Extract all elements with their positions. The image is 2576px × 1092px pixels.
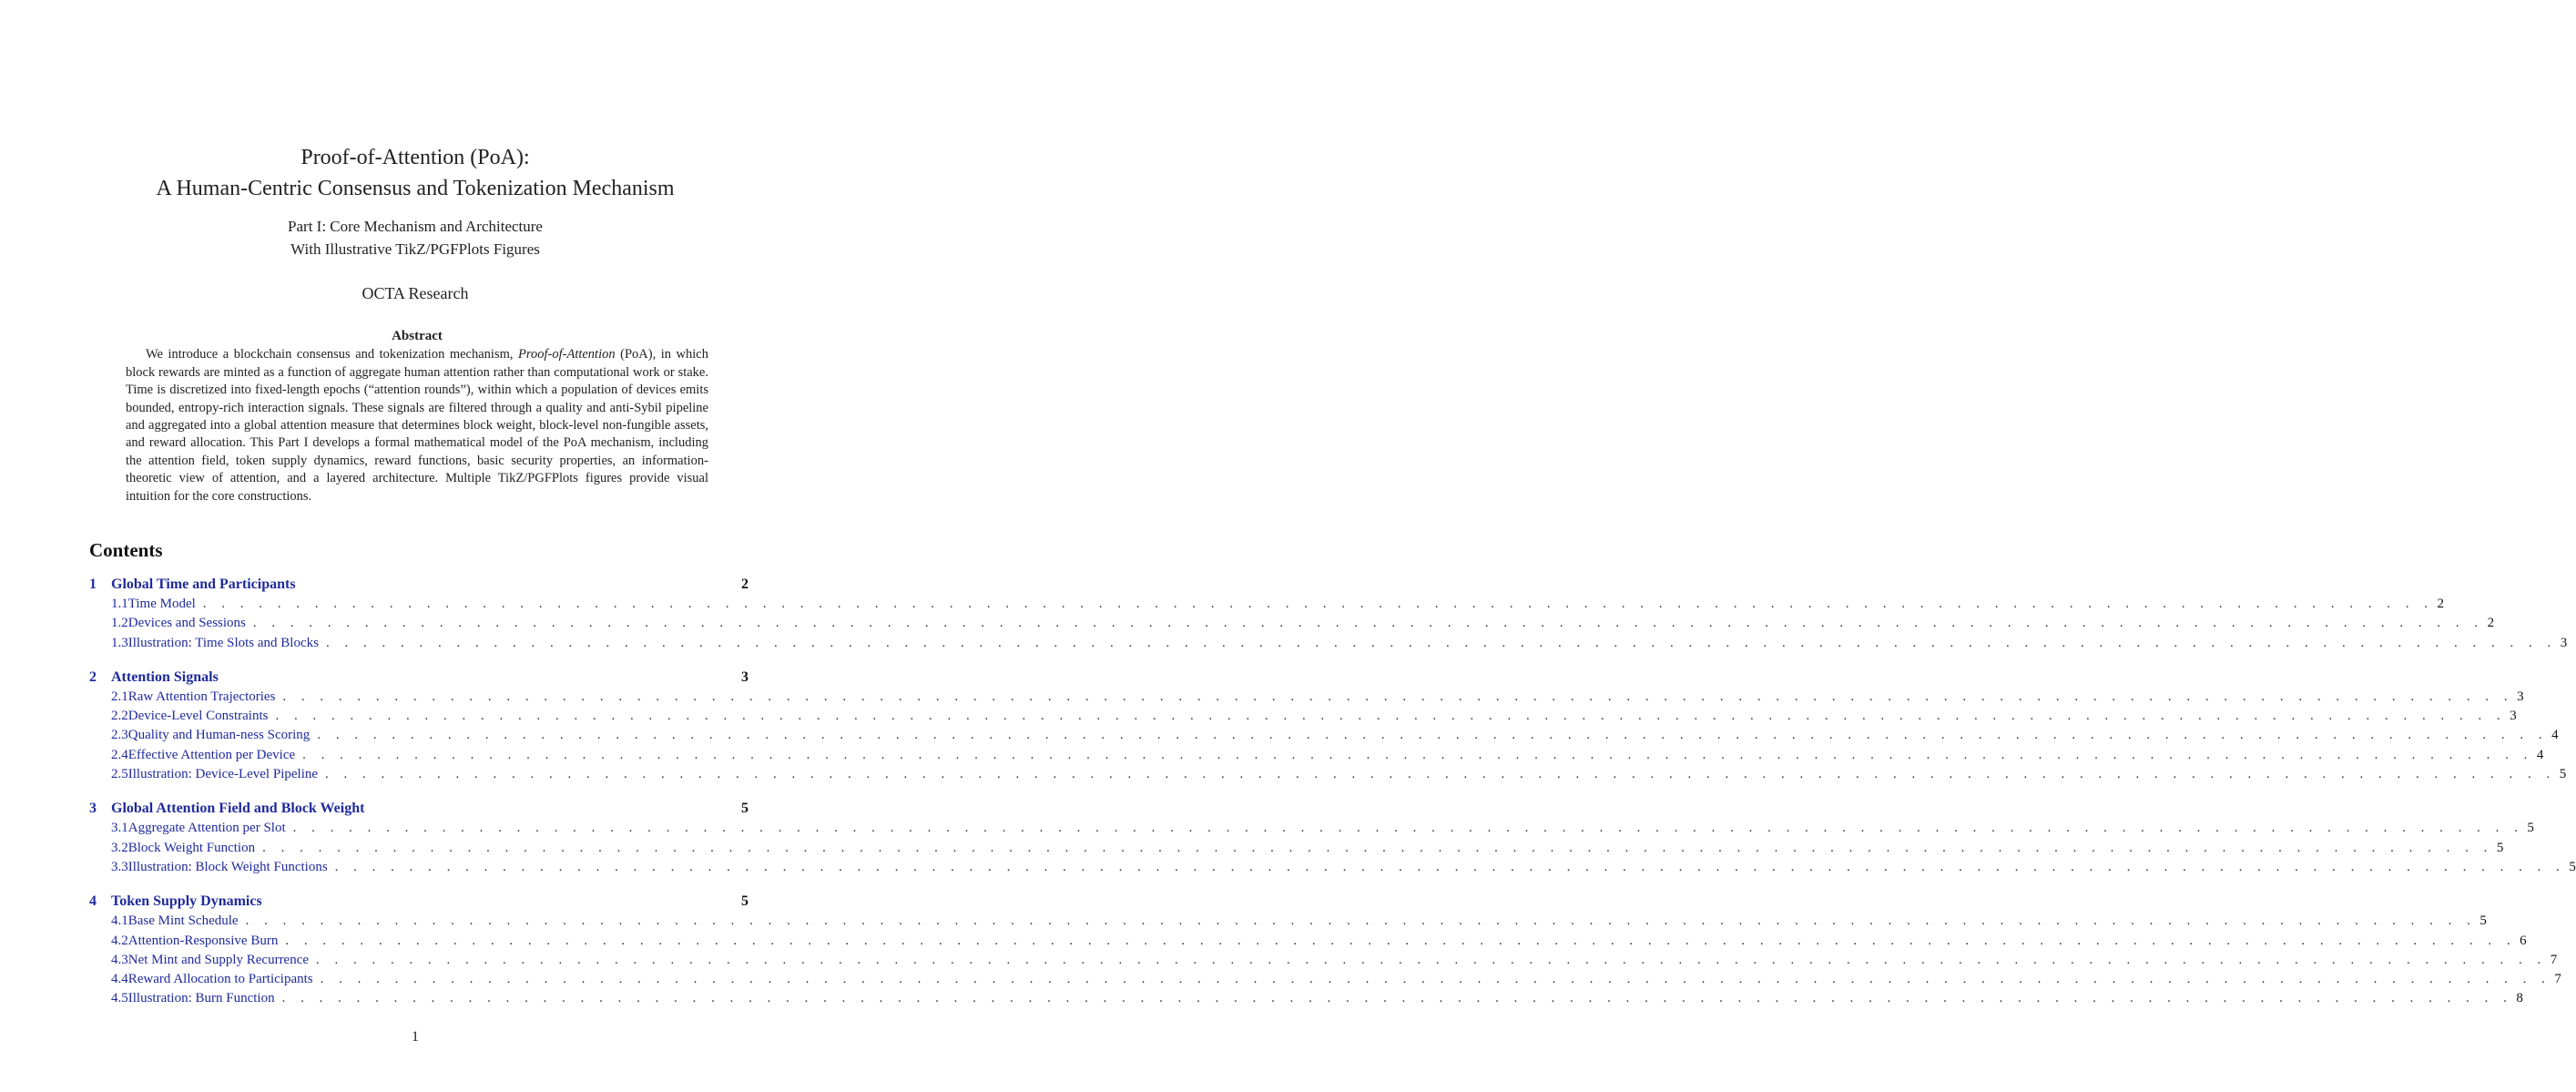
toc-subsection-title[interactable]: Block Weight Function bbox=[127, 840, 256, 855]
toc-subsection-entry[interactable] bbox=[89, 913, 2487, 933]
abstract-text-after: (PoA), in which block rewards are minted as a function of aggregate human attention rather than computational work or stake. Time is discretized into fixed-length epochs (“attention rounds”), within which a population of devices emits bounded, entropy-rich interaction signals. These signals are filtered through a quality and anti-Sybil pipeline and aggregated into a global attention measure that determines block weight, block-level non-fungible assets, and reward allocation. This Part I develops a formal mathematical model of the PoA mechanism, including the attention field, token supply dynamics, reward functions, basic security properties, an information-theoretic view of attention, and a layered architecture. Multiple TikZ/PGFPlots figures provide visual intuition for the core constructions. bbox=[126, 347, 708, 504]
toc-section-number: 4 bbox=[89, 893, 97, 910]
toc-section-entry[interactable] bbox=[89, 577, 748, 597]
toc-dot-leader: . . . . . . . . . . . . . . . . . . . . . . . . . . . . . . . . . . . . . . . . . . . . . . . . . . . . . . . . . . . . . . . . . . . . . . . . . . . . . . . . . . . . . . . . . . . . . . . . . . . . . . . . . . . . . . . . . . . . . . . . bbox=[302, 747, 2533, 762]
toc-subsection-entry[interactable] bbox=[89, 972, 2561, 991]
toc-dot-leader: . . . . . . . . . . . . . . . . . . . . . . . . . . . . . . . . . . . . . . . . . . . . . . . . . . . . . . . . . . . . . . . . . . . . . . . . . . . . . . . . . . . . . . . . . . . . . . . . . . . . . . . . . . . . . . . . . . . . . . . . bbox=[320, 972, 2551, 987]
toc-subsection-number: 4.4 bbox=[111, 972, 128, 987]
toc-subsection-entry[interactable] bbox=[89, 952, 2558, 972]
table-of-contents bbox=[89, 577, 2576, 1011]
toc-subsection-page: 3 bbox=[2510, 709, 2517, 724]
toc-section-title[interactable]: Global Attention Field and Block Weight bbox=[111, 801, 365, 817]
toc-subsection-title[interactable]: Device-Level Constraints bbox=[127, 709, 269, 724]
toc-subsection-title[interactable]: Raw Attention Trajectories bbox=[127, 689, 276, 704]
toc-subsection-title[interactable]: Illustration: Device-Level Pipeline bbox=[127, 767, 319, 782]
toc-subsection-title[interactable]: Illustration: Burn Function bbox=[127, 991, 275, 1006]
toc-subsection-entry[interactable] bbox=[89, 859, 2576, 879]
toc-subsection-entry[interactable] bbox=[89, 991, 2523, 1010]
toc-subsection-title[interactable]: Base Mint Schedule bbox=[127, 913, 239, 929]
subtitle-line-2: With Illustrative TikZ/PGFPlots Figures bbox=[290, 240, 540, 258]
toc-subsection-page: 5 bbox=[2569, 859, 2576, 874]
toc-dot-leader: . . . . . . . . . . . . . . . . . . . . . . . . . . . . . . . . . . . . . . . . . . . . . . . . . . . . . . . . . . . . . . . . . . . . . . . . . . . . . . . . . . . . . . . . . . . . . . . . . . . . . . . . . . . . . . . . . . . . . . . . bbox=[317, 728, 2549, 743]
toc-dot-leader: . . . . . . . . . . . . . . . . . . . . . . . . . . . . . . . . . . . . . . . . . . . . . . . . . . . . . . . . . . . . . . . . . . . . . . . . . . . . . . . . . . . . . . . . . . . . . . . . . . . . . . . . . . . . . . . . . . . . . . . . bbox=[202, 597, 2434, 611]
subtitle-block bbox=[0, 215, 830, 260]
toc-subsection-title[interactable]: Aggregate Attention per Slot bbox=[127, 821, 286, 836]
toc-subsection-page: 2 bbox=[2487, 616, 2495, 631]
toc-section-page: 5 bbox=[741, 893, 748, 910]
toc-subsection-number: 4.1 bbox=[111, 913, 128, 929]
toc-subsection-page: 4 bbox=[2551, 728, 2559, 743]
toc-dot-leader: . . . . . . . . . . . . . . . . . . . . . . . . . . . . . . . . . . . . . . . . . . . . . . . . . . . . . . . . . . . . . . . . . . . . . . . . . . . . . . . . . . . . . . . . . . . . . . . . . . . . . . . . . . . . . . . . . . . . . . . . bbox=[275, 709, 2507, 724]
abstract-emphasis: Proof-of-Attention bbox=[518, 347, 616, 362]
toc-dot-leader: . . . . . . . . . . . . . . . . . . . . . . . . . . . . . . . . . . . . . . . . . . . . . . . . . . . . . . . . . . . . . . . . . . . . . . . . . . . . . . . . . . . . . . . . . . . . . . . . . . . . . . . . . . . . . . . . . . . . . . . . bbox=[325, 767, 2556, 782]
toc-subsection-entry[interactable] bbox=[89, 635, 2568, 655]
toc-subsection-page: 5 bbox=[2496, 840, 2504, 855]
toc-section-entry[interactable] bbox=[89, 801, 748, 821]
toc-subsection-number: 4.5 bbox=[111, 991, 128, 1006]
toc-subsection-page: 7 bbox=[2554, 972, 2561, 987]
toc-subsection-number: 1.3 bbox=[111, 635, 128, 650]
toc-subsection-title[interactable]: Devices and Sessions bbox=[127, 616, 246, 631]
title-line-1: Proof-of-Attention (PoA): bbox=[300, 146, 530, 169]
toc-subsection-page: 6 bbox=[2520, 933, 2527, 948]
toc-subsection-number: 3.3 bbox=[111, 859, 128, 874]
toc-subsection-entry[interactable] bbox=[89, 840, 2504, 860]
toc-dot-leader: . . . . . . . . . . . . . . . . . . . . . . . . . . . . . . . . . . . . . . . . . . . . . . . . . . . . . . . . . . . . . . . . . . . . . . . . . . . . . . . . . . . . . . . . . . . . . . . . . . . . . . . . . . . . . . . . . . . . . . . . bbox=[285, 933, 2517, 948]
toc-subsection-entry[interactable] bbox=[89, 933, 2527, 953]
toc-subsection-number: 2.2 bbox=[111, 709, 128, 724]
abstract bbox=[126, 328, 708, 505]
toc-subsection-number: 3.2 bbox=[111, 840, 128, 855]
toc-dot-leader: . . . . . . . . . . . . . . . . . . . . . . . . . . . . . . . . . . . . . . . . . . . . . . . . . . . . . . . . . . . . . . . . . . . . . . . . . . . . . . . . . . . . . . . . . . . . . . . . . . . . . . . . . . . . . . . . . . . . . . . . bbox=[325, 635, 2557, 650]
toc-subsection-entry[interactable] bbox=[89, 821, 2534, 840]
abstract-heading: Abstract bbox=[392, 329, 443, 343]
toc-dot-leader: . . . . . . . . . . . . . . . . . . . . . . . . . . . . . . . . . . . . . . . . . . . . . . . . . . . . . . . . . . . . . . . . . . . . . . . . . . . . . . . . . . . . . . . . . . . . . . . . . . . . . . . . . . . . . . . . . . . . . . . . bbox=[292, 821, 2524, 836]
abstract-text-before: We introduce a blockchain consensus and tokenization mechanism, bbox=[146, 347, 519, 362]
toc-subsection-page: 7 bbox=[2550, 952, 2558, 967]
toc-subsection-title[interactable]: Illustration: Block Weight Functions bbox=[127, 859, 328, 874]
toc-dot-leader: . . . . . . . . . . . . . . . . . . . . . . . . . . . . . . . . . . . . . . . . . . . . . . . . . . . . . . . . . . . . . . . . . . . . . . . . . . . . . . . . . . . . . . . . . . . . . . . . . . . . . . . . . . . . . . . . . . . . . . . . bbox=[316, 952, 2547, 967]
toc-section-number: 3 bbox=[89, 801, 97, 817]
toc-subsection-number: 2.5 bbox=[111, 767, 128, 782]
toc-subsection-page: 2 bbox=[2437, 597, 2445, 611]
toc-subsection-entry[interactable] bbox=[89, 616, 2495, 635]
toc-subsection-title[interactable]: Illustration: Time Slots and Blocks bbox=[127, 635, 319, 650]
toc-subsection-entry[interactable] bbox=[89, 728, 2559, 747]
toc-subsection-title[interactable]: Time Model bbox=[127, 597, 196, 611]
toc-subsection-number: 1.2 bbox=[111, 616, 128, 631]
toc-section-title[interactable]: Global Time and Participants bbox=[111, 577, 296, 592]
toc-subsection-entry[interactable] bbox=[89, 747, 2544, 767]
toc-subsection-page: 5 bbox=[2479, 913, 2487, 929]
toc-dot-leader: . . . . . . . . . . . . . . . . . . . . . . . . . . . . . . . . . . . . . . . . . . . . . . . . . . . . . . . . . . . . . . . . . . . . . . . . . . . . . . . . . . . . . . . . . . . . . . . . . . . . . . . . . . . . . . . . . . . . . . . . bbox=[245, 913, 2477, 929]
toc-subsection-page: 5 bbox=[2527, 821, 2534, 836]
toc-subsection-number: 2.3 bbox=[111, 728, 128, 743]
toc-subsection-entry[interactable] bbox=[89, 689, 2524, 709]
toc-dot-leader: . . . . . . . . . . . . . . . . . . . . . . . . . . . . . . . . . . . . . . . . . . . . . . . . . . . . . . . . . . . . . . . . . . . . . . . . . . . . . . . . . . . . . . . . . . . . . . . . . . . . . . . . . . . . . . . . . . . . . . . . bbox=[282, 689, 2514, 704]
title-block bbox=[0, 142, 830, 303]
toc-subsection-entry[interactable] bbox=[89, 767, 2567, 786]
toc-section-page: 5 bbox=[741, 801, 748, 817]
toc-subsection-number: 2.4 bbox=[111, 747, 128, 762]
toc-subsection-page: 5 bbox=[2559, 767, 2567, 782]
toc-subsection-title[interactable]: Attention-Responsive Burn bbox=[127, 933, 279, 948]
toc-subsection-title[interactable]: Net Mint and Supply Recurrence bbox=[127, 952, 310, 967]
title-line-2: A Human-Centric Consensus and Tokenization Mechanism bbox=[156, 177, 675, 200]
author: OCTA Research bbox=[361, 284, 469, 302]
contents-heading: Contents bbox=[89, 539, 163, 561]
toc-dot-leader: . . . . . . . . . . . . . . . . . . . . . . . . . . . . . . . . . . . . . . . . . . . . . . . . . . . . . . . . . . . . . . . . . . . . . . . . . . . . . . . . . . . . . . . . . . . . . . . . . . . . . . . . . . . . . . . . . . . . . . . . bbox=[262, 840, 2493, 855]
toc-subsection-page: 3 bbox=[2517, 689, 2524, 704]
toc-subsection-entry[interactable] bbox=[89, 597, 2445, 616]
toc-subsection-page: 8 bbox=[2516, 991, 2523, 1006]
toc-subsection-number: 3.1 bbox=[111, 821, 128, 836]
toc-subsection-entry[interactable] bbox=[89, 709, 2517, 728]
toc-section-number: 2 bbox=[89, 668, 97, 685]
page-number: 1 bbox=[412, 1029, 419, 1045]
toc-subsection-page: 4 bbox=[2536, 747, 2544, 762]
toc-subsection-number: 2.1 bbox=[111, 689, 128, 704]
toc-dot-leader: . . . . . . . . . . . . . . . . . . . . . . . . . . . . . . . . . . . . . . . . . . . . . . . . . . . . . . . . . . . . . . . . . . . . . . . . . . . . . . . . . . . . . . . . . . . . . . . . . . . . . . . . . . . . . . . . . . . . . . . . bbox=[281, 991, 2513, 1006]
toc-section-number: 1 bbox=[89, 577, 97, 592]
toc-dot-leader: . . . . . . . . . . . . . . . . . . . . . . . . . . . . . . . . . . . . . . . . . . . . . . . . . . . . . . . . . . . . . . . . . . . . . . . . . . . . . . . . . . . . . . . . . . . . . . . . . . . . . . . . . . . . . . . . . . . . . . . . bbox=[334, 859, 2566, 874]
subtitle-line-1: Part I: Core Mechanism and Architecture bbox=[288, 218, 543, 235]
toc-dot-leader: . . . . . . . . . . . . . . . . . . . . . . . . . . . . . . . . . . . . . . . . . . . . . . . . . . . . . . . . . . . . . . . . . . . . . . . . . . . . . . . . . . . . . . . . . . . . . . . . . . . . . . . . . . . . . . . . . . . . . . . . bbox=[252, 616, 2484, 631]
toc-subsection-title[interactable]: Reward Allocation to Participants bbox=[127, 972, 313, 987]
toc-subsection-title[interactable]: Effective Attention per Device bbox=[127, 747, 296, 762]
toc-subsection-title[interactable]: Quality and Human-ness Scoring bbox=[127, 728, 311, 743]
toc-section-title[interactable]: Token Supply Dynamics bbox=[111, 893, 262, 910]
toc-section-entry[interactable] bbox=[89, 669, 748, 689]
toc-subsection-number: 1.1 bbox=[111, 597, 128, 611]
toc-section-title[interactable]: Attention Signals bbox=[111, 668, 219, 685]
toc-subsection-number: 4.2 bbox=[111, 933, 128, 948]
abstract-text bbox=[126, 346, 708, 505]
toc-subsection-page: 3 bbox=[2560, 635, 2568, 650]
toc-section-page: 2 bbox=[741, 577, 748, 592]
toc-section-page: 3 bbox=[741, 668, 748, 685]
toc-subsection-number: 4.3 bbox=[111, 952, 128, 967]
toc-section-entry[interactable] bbox=[89, 893, 748, 913]
